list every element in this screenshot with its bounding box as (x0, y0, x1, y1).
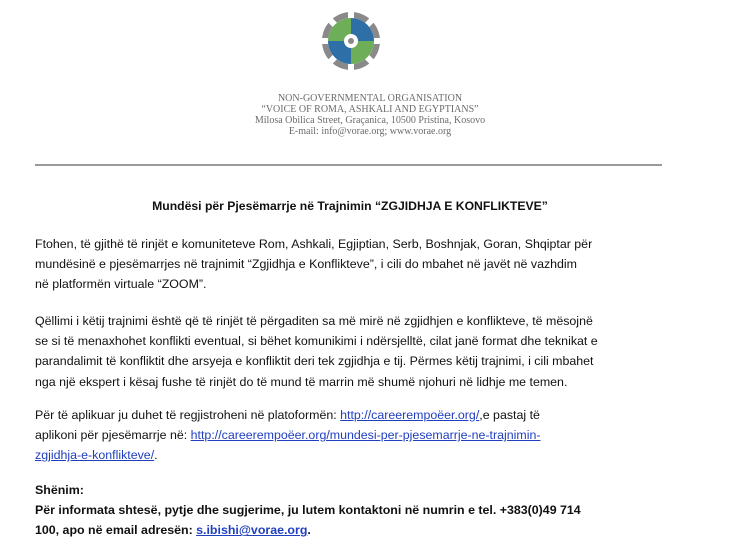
text-line (35, 425, 663, 445)
header-divider (35, 164, 662, 166)
text-line (35, 445, 663, 465)
apply-text: aplikoni për pjesëmarrje në: (35, 428, 191, 443)
apply-link-part1[interactable]: http://careerempoëer.org/mundesi-per-pjesemarrje-ne-trajnimin- (190, 428, 541, 443)
registration-tail: ,e pastaj të (479, 408, 540, 422)
org-name: “VOICE OF ROMA, ASHKALI AND EGYPTIANS” (261, 104, 479, 115)
paragraph-application (35, 405, 663, 466)
paragraph-purpose (35, 311, 663, 392)
note-line (35, 520, 663, 540)
org-address: Milosa Obilica Street, Graçanica, 10500 Pristina, Kosovo (254, 115, 486, 126)
registration-link[interactable]: http://careerempoëer.org/ (340, 408, 480, 422)
registration-text: Për të aplikuar ju duhet të regjistroheni në platoformën: (35, 408, 341, 422)
text-line (35, 405, 663, 425)
paragraph-invitation (35, 234, 663, 295)
note-line: Për informata shtesë, pytje dhe sugjerime, ju lutem kontaktoni në numrin e tel. +383(0)49 714 (35, 503, 581, 518)
film-reel-logo-icon (318, 8, 384, 74)
note-section (35, 480, 663, 541)
apply-tail: . (154, 448, 158, 463)
email-text: 100, apo në email adresën: (35, 523, 197, 538)
text-line: në platformën virtuale “ZOOM”. (35, 277, 207, 292)
text-line: nga një ekspert i kësaj fushe të rinjët do të mund të marrin më shumë njohuri në lidhje me temen. (35, 374, 568, 389)
text-line: se si të menaxhohet konflikti eventual, si bëhet komunikimi i ndërsjelltë, cilat janë format dhe teknikat e (35, 334, 598, 349)
organisation-header (150, 93, 590, 137)
email-link[interactable]: s.ibishi@vorae.org (196, 523, 308, 538)
text-line: parandalimit të konfliktit dhe arsyeja e konfliktit deri tek zgjidhja e tij. Përmes këtij trajnimi, i cili mbahet (35, 354, 594, 369)
text-line: mundësinë e pjesëmarrjes në trajnimit “Zgjidhja e Konflikteve”, i cili do mbahet në javët në vazhdim (35, 257, 578, 272)
email-tail: . (307, 523, 311, 538)
document-title: Mundësi për Pjesëmarrje në Trajnimin “ZGJIDHJA E KONFLIKTEVE” (152, 199, 548, 213)
text-line: Ftohen, të gjithë të rinjët e komuniteteve Rom, Ashkali, Egjiptian, Serb, Boshnjak, Goran, Shqiptar për (35, 237, 593, 251)
note-heading: Shënim: (35, 483, 84, 497)
text-line: Qëllimi i këtij trajnimi është që të rinjët të përgaditen sa më mirë në zgjidhjen e konflikteve, të mësojnë (35, 314, 593, 328)
org-type: NON-GOVERNMENTAL ORGANISATION (277, 93, 463, 104)
org-contact: E-mail: info@vorae.org; www.vorae.org (288, 126, 452, 137)
apply-link-part2[interactable]: zgjidhja-e-konflikteve/ (35, 448, 155, 463)
